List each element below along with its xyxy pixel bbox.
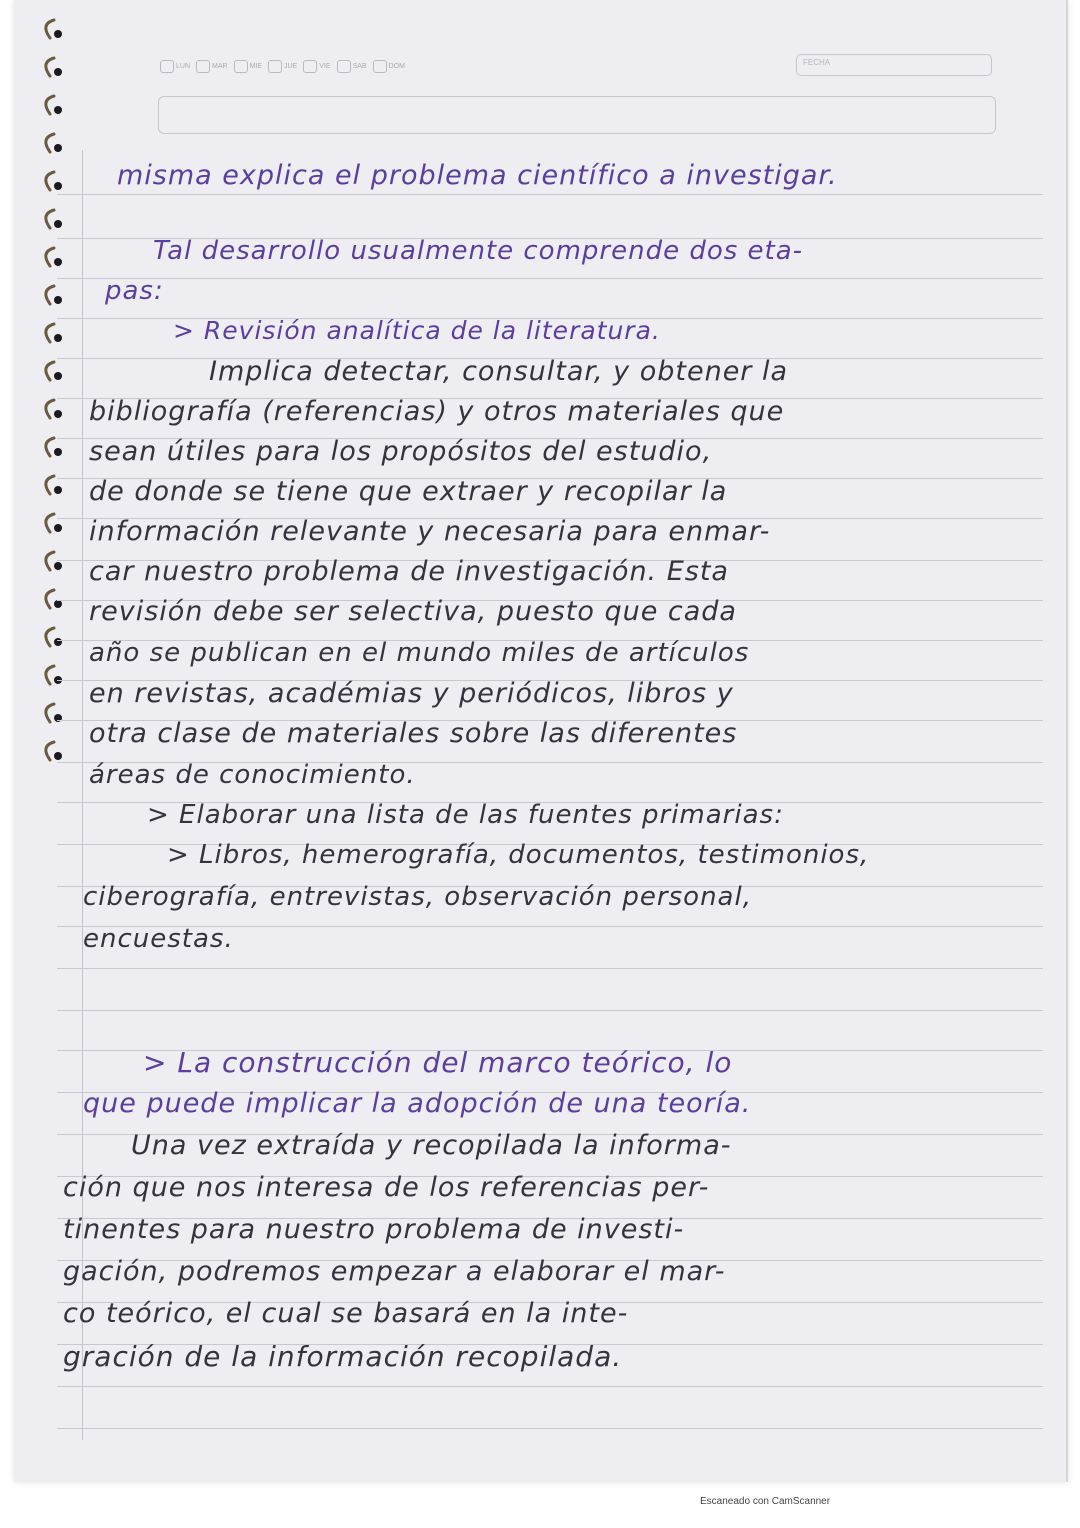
text-line: > Revisión analítica de la literatura. bbox=[173, 316, 661, 345]
day-label: DOM bbox=[388, 62, 405, 70]
rule-line bbox=[57, 1010, 1043, 1011]
text-line: > Libros, hemerografía, documentos, testimonios, bbox=[167, 840, 870, 870]
text-line: que puede implicar la adopción de una teoría. bbox=[83, 1088, 752, 1119]
text-line: > Elaborar una lista de las fuentes primarias: bbox=[147, 800, 784, 830]
rule-line bbox=[57, 278, 1043, 279]
day-mar bbox=[196, 58, 228, 74]
date-label: FECHA bbox=[803, 58, 831, 67]
day-mie bbox=[234, 58, 262, 74]
text-line: > La construcción del marco teórico, lo bbox=[143, 1046, 733, 1079]
day-label: LUN bbox=[176, 62, 191, 70]
date-field bbox=[796, 54, 992, 76]
day-sab bbox=[337, 58, 367, 74]
text-line: de donde se tiene que extraer y recopilar la bbox=[89, 476, 728, 507]
day-label: MAR bbox=[212, 62, 228, 70]
text-line: ciberografía, entrevistas, observación personal, bbox=[83, 882, 752, 912]
day-checkbox bbox=[303, 60, 317, 73]
notebook-page bbox=[14, 0, 1068, 1482]
day-checkbox bbox=[268, 60, 282, 73]
text-line: misma explica el problema científico a investigar. bbox=[117, 160, 838, 191]
text-line: encuestas. bbox=[83, 924, 234, 954]
day-label: VIE bbox=[319, 62, 331, 70]
text-line: Una vez extraída y recopilada la informa- bbox=[131, 1130, 732, 1161]
day-lun bbox=[160, 58, 190, 74]
day-vie bbox=[303, 58, 330, 74]
day-checkbox bbox=[337, 60, 351, 73]
day-checkbox bbox=[234, 60, 248, 73]
text-line: otra clase de materiales sobre las diferentes bbox=[89, 718, 738, 749]
text-line: año se publican en el mundo miles de artículos bbox=[89, 638, 750, 668]
day-label: JUE bbox=[284, 62, 298, 70]
text-line: áreas de conocimiento. bbox=[89, 760, 416, 790]
text-line: pas: bbox=[105, 276, 164, 306]
day-checkbox bbox=[373, 60, 387, 73]
day-checkbox bbox=[196, 60, 210, 73]
rule-line bbox=[57, 1428, 1043, 1429]
text-line: sean útiles para los propósitos del estudio, bbox=[89, 436, 713, 467]
rule-line bbox=[57, 968, 1043, 969]
text-line: tinentes para nuestro problema de investi- bbox=[63, 1214, 685, 1245]
text-line: Tal desarrollo usualmente comprende dos eta- bbox=[153, 236, 804, 266]
text-line: Implica detectar, consultar, y obtener la bbox=[209, 356, 789, 387]
rule-line bbox=[57, 1386, 1043, 1387]
text-line: car nuestro problema de investigación. Esta bbox=[89, 556, 729, 587]
text-line: gación, podremos empezar a elaborar el mar- bbox=[63, 1256, 726, 1287]
day-dom bbox=[373, 58, 405, 74]
scanner-watermark: Escaneado con CamScanner bbox=[700, 1496, 831, 1507]
day-label: SAB bbox=[352, 62, 367, 70]
ruled-area bbox=[63, 150, 1043, 1440]
day-label: MIE bbox=[249, 62, 263, 70]
text-line: revisión debe ser selectiva, puesto que cada bbox=[89, 596, 737, 627]
day-jue bbox=[268, 58, 297, 74]
rule-line bbox=[57, 194, 1043, 195]
text-line: co teórico, el cual se basará en la inte- bbox=[63, 1298, 629, 1329]
day-checkbox bbox=[160, 60, 174, 73]
title-box bbox=[158, 96, 996, 134]
weekday-selector bbox=[160, 58, 405, 74]
text-line: ción que nos interesa de los referencias per- bbox=[63, 1172, 710, 1203]
text-line: en revistas, académias y periódicos, libros y bbox=[89, 678, 734, 709]
text-line: bibliografía (referencias) y otros materiales que bbox=[89, 396, 785, 427]
text-line: gración de la información recopilada. bbox=[63, 1340, 623, 1373]
text-line: información relevante y necesaria para enmar- bbox=[89, 516, 771, 547]
